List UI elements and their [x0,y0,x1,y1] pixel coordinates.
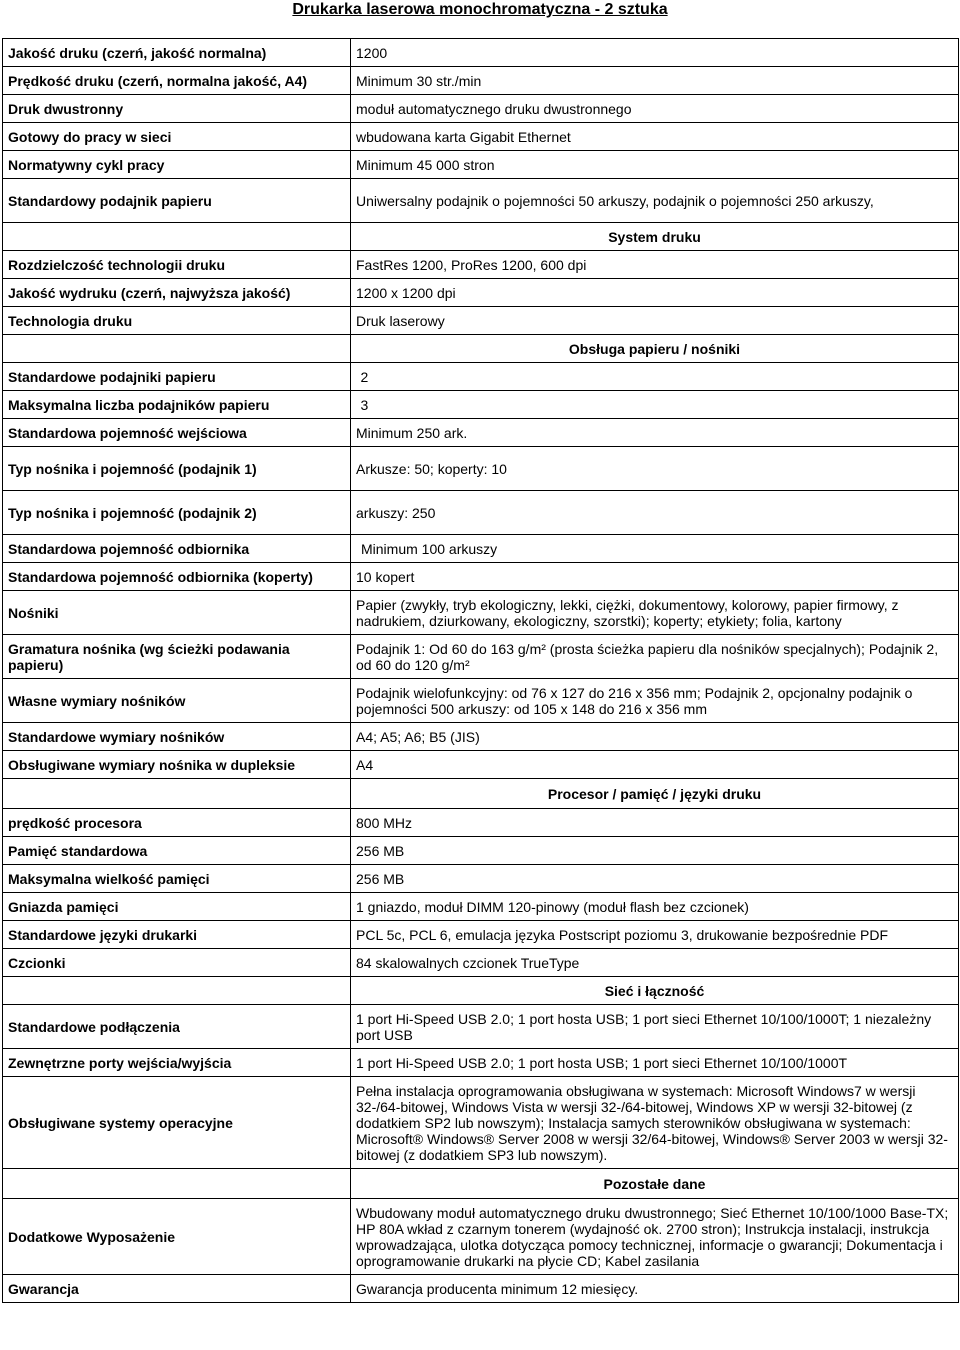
spec-label: Gniazda pamięci [3,893,351,921]
table-row [3,837,959,865]
spec-value: moduł automatycznego druku dwustronnego [351,95,959,123]
spec-label: Prędkość druku (czerń, normalna jakość, A4) [3,67,351,95]
spec-value: A4 [351,751,959,779]
section-heading-procesor: Procesor / pamięć / języki druku [351,779,959,809]
table-row [3,563,959,591]
document-title: Drukarka laserowa monochromatyczna - 2 sztuka [292,1,668,18]
spec-value: Arkusze: 50; koperty: 10 [351,447,959,491]
spec-value: Minimum 250 ark. [351,419,959,447]
spec-value: 256 MB [351,837,959,865]
table-row [3,307,959,335]
table-row [3,893,959,921]
table-row [3,67,959,95]
table-row [3,1199,959,1275]
spec-value: A4; A5; A6; B5 (JIS) [351,723,959,751]
spec-label: Standardowe wymiary nośników [3,723,351,751]
section-header-row [3,977,959,1005]
spec-label: Standardowe podajniki papieru 2 [3,363,351,391]
table-row [3,419,959,447]
spec-label: Jakość wydruku (czerń, najwyższa jakość) [3,279,351,307]
spec-value: wbudowana karta Gigabit Ethernet [351,123,959,151]
spec-value: 1 gniazdo, moduł DIMM 120-pinowy (moduł flash bez czcionek) [351,893,959,921]
spec-value: Podajnik wielofunkcyjny: od 76 x 127 do 216 x 356 mm; Podajnik 2, opcjonalny podajnik o pojemności 500 arkuszy: od 105 x 148 do 216 x 356 mm [351,679,959,723]
table-row [3,751,959,779]
spec-label: Czcionki [3,949,351,977]
table-row [3,535,959,563]
spec-label: Obsługiwane systemy operacyjne [3,1077,351,1169]
spec-label: Pamięć standardowa [3,837,351,865]
section-header-row [3,335,959,363]
table-row [3,1077,959,1169]
section-heading-obsluga-papieru: Obsługa papieru / nośniki [351,335,959,363]
spec-label: Typ nośnika i pojemność (podajnik 2) [3,491,351,535]
spec-value: 1200 [351,39,959,67]
table-row [3,491,959,535]
table-row [3,39,959,67]
spec-value: 84 skalowalnych czcionek TrueType [351,949,959,977]
section-heading-pozostale: Pozostałe dane [351,1169,959,1199]
spec-value: Wbudowany moduł automatycznego druku dwustronnego; Sieć Ethernet 10/100/1000 Base-TX; HP 80A wkład z czarnym tonerem (wydajność ok. 2700 stron); Instrukcja instalacji, instrukcja wprowadzająca, ulotka dotycząca pomocy technicznej, informacje o gwarancji; Dokumentacja i oprogramowanie drukarki na płycie CD; Kabel zasilania [351,1199,959,1275]
spec-label: Druk dwustronny [3,95,351,123]
table-row [3,447,959,491]
spec-label: Technologia druku [3,307,351,335]
spec-value: Papier (zwykły, tryb ekologiczny, lekki, ciężki, dokumentowy, kolorowy, papier firmowy, z nadrukiem, dziurkowany, ekologiczny, szorstki); koperty; etykiety; folia, kartony [351,591,959,635]
spec-value: 1 port Hi-Speed USB 2.0; 1 port hosta USB; 1 port sieci Ethernet 10/100/1000T; 1 niezależny port USB [351,1005,959,1049]
table-row [3,1005,959,1049]
spec-label: Gwarancja [3,1275,351,1303]
spec-table [2,38,959,1303]
section-header-row [3,779,959,809]
spec-label: Własne wymiary nośników [3,679,351,723]
spec-label: Standardowa pojemność wejściowa [3,419,351,447]
spec-value: Podajnik 1: Od 60 do 163 g/m² (prosta ścieżka papieru dla nośników specjalnych); Podajnik 2, od 60 do 120 g/m² [351,635,959,679]
spec-value: Minimum 45 000 stron [351,151,959,179]
table-row [3,151,959,179]
table-row [3,723,959,751]
spec-value: PCL 5c, PCL 6, emulacja języka Postscript poziomu 3, drukowanie bezpośrednie PDF [351,921,959,949]
section-heading-siec: Sieć i łączność [351,977,959,1005]
table-row [3,591,959,635]
spec-value: Minimum 30 str./min [351,67,959,95]
spec-value: 256 MB [351,865,959,893]
spec-value: 10 kopert [351,563,959,591]
spec-label: Normatywny cykl pracy [3,151,351,179]
table-row [3,95,959,123]
section-header-row [3,1169,959,1199]
table-row [3,809,959,837]
table-row [3,865,959,893]
table-row [3,949,959,977]
table-row [3,635,959,679]
spec-label-text: Standardowe podajniki papieru [8,368,216,385]
spec-label-text: Maksymalna liczba podajników papieru [8,396,270,413]
spec-label: Gramatura nośnika (wg ścieżki podawania papieru) [3,635,351,679]
spec-label: Standardowe podłączenia [3,1005,351,1049]
spec-value: Minimum 100 arkuszy [351,535,959,563]
table-row [3,123,959,151]
table-row [3,179,959,223]
table-row [3,251,959,279]
spec-label: Typ nośnika i pojemność (podajnik 1) [3,447,351,491]
spec-label: Jakość druku (czerń, jakość normalna) [3,39,351,67]
table-row [3,279,959,307]
spec-label: prędkość procesora [3,809,351,837]
section-header-row [3,223,959,251]
table-row [3,921,959,949]
table-row [3,1049,959,1077]
spec-label: Obsługiwane wymiary nośnika w dupleksie [3,751,351,779]
spec-value: 800 MHz [351,809,959,837]
spec-label: Gotowy do pracy w sieci [3,123,351,151]
spec-label: Standardowa pojemność odbiornika [3,535,351,563]
spec-label: Dodatkowe Wyposażenie [3,1199,351,1275]
spec-value: arkuszy: 250 [351,491,959,535]
spec-value: Pełna instalacja oprogramowania obsługiwana w systemach: Microsoft Windows7 w wersji 32-/64-bitowej, Windows Vista w wersji 32-/64-bitowej, Windows XP w wersji 32-bitowej (z dodatkiem SP2 lub nowszym); Instalacja samych sterowników obsługiwana w systemach: Microsoft® Windows® Server 2008 w wersji 32/64-bitowej, Windows® Server 2003 w wersji 32-bitowej (z dodatkiem SP3 lub nowszym). [351,1077,959,1169]
spec-value: Uniwersalny podajnik o pojemności 50 arkuszy, podajnik o pojemności 250 arkuszy, [351,179,959,223]
section-heading-system-druku: System druku [351,223,959,251]
table-row [3,1275,959,1303]
table-row [3,363,959,391]
spec-value: 1200 x 1200 dpi [351,279,959,307]
spec-value: FastRes 1200, ProRes 1200, 600 dpi [351,251,959,279]
spec-label: Standardowy podajnik papieru [3,179,351,223]
spec-value: 1 port Hi-Speed USB 2.0; 1 port hosta USB; 1 port sieci Ethernet 10/100/1000T [351,1049,959,1077]
spec-label: Zewnętrzne porty wejścia/wyjścia [3,1049,351,1077]
spec-label: Standardowa pojemność odbiornika (koperty) [3,563,351,591]
spec-label: Maksymalna wielkość pamięci [3,865,351,893]
spec-value: Gwarancja producenta minimum 12 miesięcy. [351,1275,959,1303]
spec-label: Nośniki [3,591,351,635]
table-row [3,391,959,419]
spec-label: Standardowe języki drukarki [3,921,351,949]
table-row [3,679,959,723]
spec-label: Maksymalna liczba podajników papieru 3 [3,391,351,419]
spec-label: Rozdzielczość technologii druku [3,251,351,279]
spec-value: Druk laserowy [351,307,959,335]
